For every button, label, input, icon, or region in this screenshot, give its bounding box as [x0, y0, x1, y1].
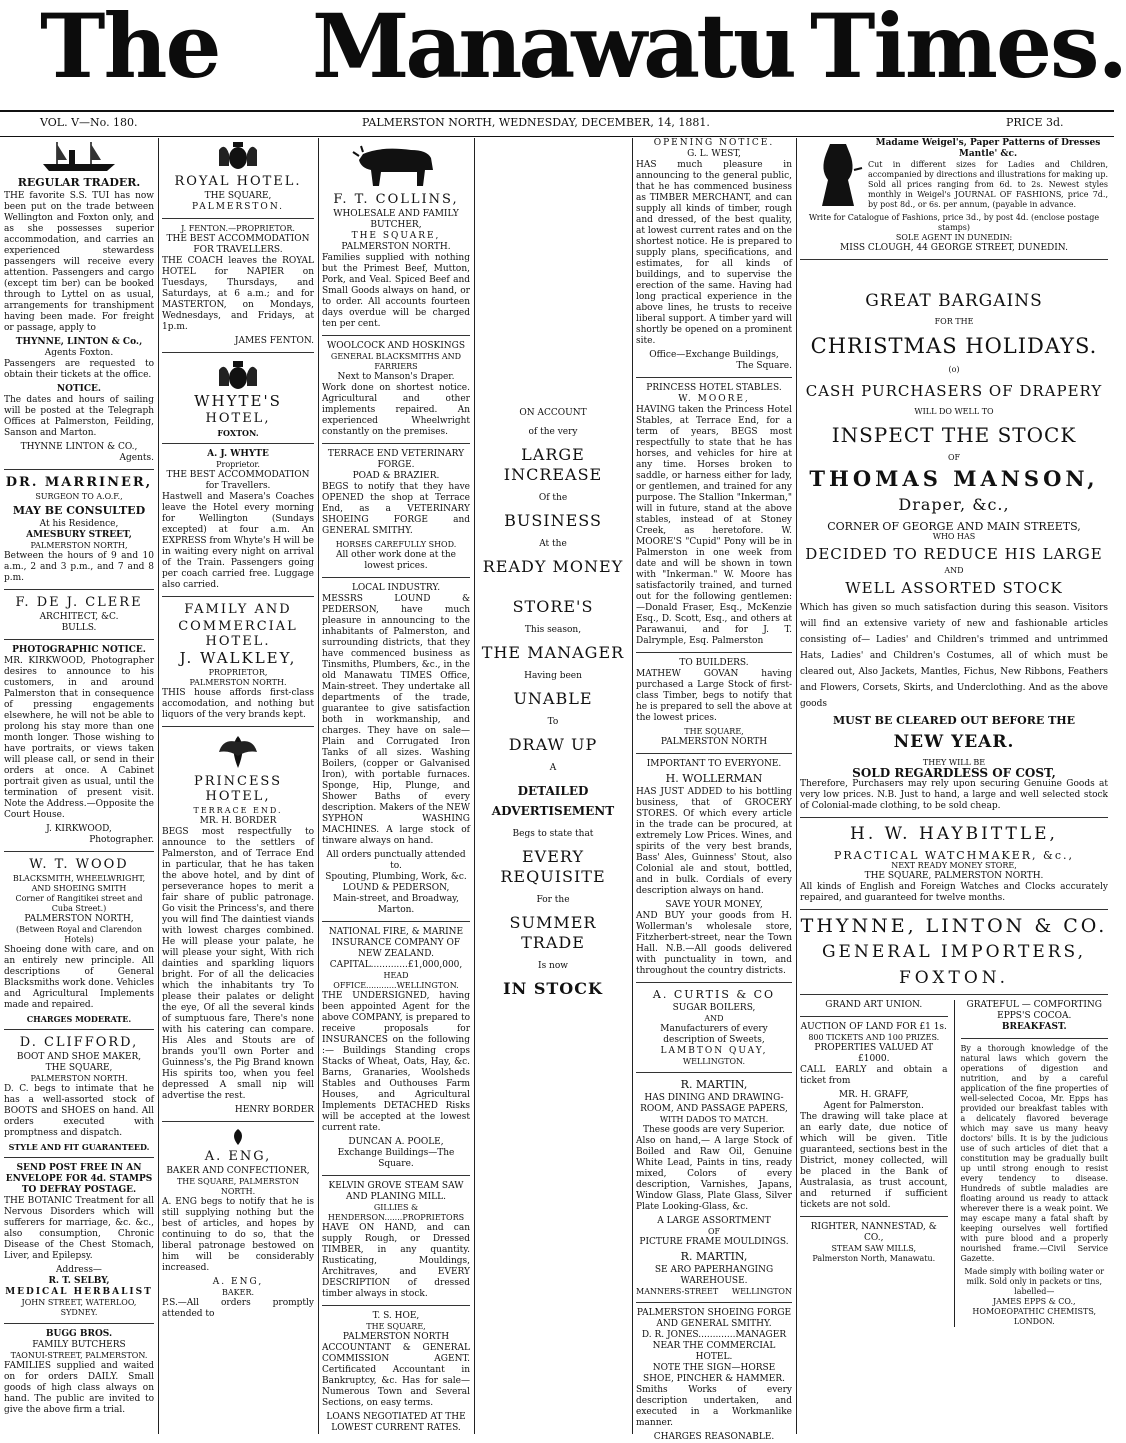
- manson-who: WHO HAS: [932, 532, 976, 541]
- ready-money-l16: DETAILED ADVERTISEMENT: [491, 784, 615, 818]
- royal-crest-icon: [213, 140, 263, 172]
- family-hotel-body: THIS house affords first-class accomodation, and nothing but liquors of the very brands kept.: [162, 688, 314, 720]
- martin-street: MANNERS-STREET: [636, 1287, 719, 1296]
- ready-money-l18: EVERY REQUISITE: [500, 847, 606, 886]
- local-industry-orders: All orders punctually attended to.: [326, 850, 466, 871]
- epps-role: HOMOEOPATHIC CHEMISTS, LONDON.: [972, 1307, 1097, 1326]
- royal-hotel-body: THE COACH leaves the ROYAL HOTEL for NAPIER on Tuesdays, Thursdays, and Saturdays, at 6 a.m.; and for MASTERTON, on Mondays, Wednesdays, and Fridays, at 1p.m.: [162, 256, 314, 332]
- collins-name: F. T. COLLINS,: [333, 192, 459, 207]
- art-union-auction: AUCTION OF LAND FOR £1 1s.: [800, 1022, 947, 1032]
- to-builders-title: TO BUILDERS.: [679, 658, 749, 668]
- local-industry-title: LOCAL INDUSTRY.: [351, 583, 441, 593]
- graff-name: MR. H. GRAFF,: [838, 1090, 909, 1100]
- marriner-town: PALMERSTON NORTH,: [30, 541, 128, 550]
- shoeing-forge-note: NOTE THE SIGN—HORSE SHOE, PINCHER & HAMMER.: [643, 1363, 785, 1384]
- art-union-advert: [800, 1000, 948, 1327]
- bugg-addr: TAONUI-STREET, PALMERSTON.: [10, 1351, 148, 1360]
- ready-money-l6: At the: [539, 539, 567, 549]
- manson-for: FOR THE: [934, 317, 974, 326]
- photo-notice-role: Photographer.: [89, 835, 154, 845]
- column-2: [162, 138, 314, 1434]
- post-free-head: SEND POST FREE IN AN ENVELOPE FOR 4d. STAMPS TO DEFRAY POSTAGE.: [5, 1163, 153, 1195]
- national-office: HEAD OFFICE............WELLINGTON.: [333, 971, 459, 990]
- royal-hotel-title: ROYAL HOTEL.: [174, 174, 302, 189]
- wood-hotels: (Between Royal and Clarendon Hotels): [15, 925, 143, 944]
- thynne-town: FOXTON.: [898, 968, 1009, 988]
- epps-breakfast: BREAKFAST.: [1001, 1022, 1067, 1032]
- martin-of: OF: [707, 1227, 721, 1236]
- border-sign: HENRY BORDER: [234, 1105, 314, 1115]
- west-office: Office—Exchange Buildings,: [649, 350, 779, 360]
- national-body: THE UNDERSIGNED, having been appointed Agent for the above COMPANY, is prepared to receive proposals for INSURANCES on the following :— Buildings Standing crops Stacks of Wheat, Oats, Hay, &c. Barns, Granaries, Woolsheds Stables and Outhouses Farm Houses, and Agricultural Implements DETACHED Risks will be accepted at the lowest current rate.: [322, 991, 470, 1133]
- ready-money-l14: DRAW UP: [508, 735, 598, 754]
- notice-title: NOTICE.: [56, 384, 102, 394]
- woolcock-addr: Next to Manson's Draper.: [337, 372, 455, 382]
- dress-form-icon: [814, 140, 862, 210]
- dateline: [0, 110, 1114, 137]
- weigel-body: Cut in different sizes for Ladies and Children, accompanied by directions and illustrations for making up. Sold all prices ranging from 6d. to 2s. Newest styles monthly in Weigel's JOURNAL OF FASHIONS, price 7d., by post 8d., or 6s. per annum, (payable in advance.: [868, 160, 1108, 209]
- poole-sign: DUNCAN A. POOLE,: [348, 1137, 444, 1147]
- national-insurance-name: NATIONAL FIRE, & MARINE INSURANCE COMPANY OF NEW ZEALAND.: [328, 927, 464, 959]
- ready-money-l7: READY MONEY: [482, 557, 624, 576]
- collins-place: THE SQUARE,: [351, 231, 441, 241]
- ready-money-l19: For the: [536, 895, 570, 905]
- ready-money-l15: A: [549, 763, 557, 773]
- wood-body: Shoeing done with care, and on an entirely new principle. All descriptions of General Blacksmiths work done. Vehicles and Agricultural Implements made and repaired.: [4, 945, 154, 1010]
- lound-addr: Main-street, and Broadway, Marton.: [333, 894, 459, 915]
- shoeing-forge-charges: CHARGES REASONABLE.: [653, 1432, 775, 1442]
- woolcock-role: GENERAL BLACKSMITHS AND FARRIERS: [330, 352, 462, 371]
- terrace-forge-horses: HORSES CAREFULLY SHOD.: [335, 540, 457, 549]
- epps-made: Made simply with boiling water or milk. Sold only in packets or tins, labelled—: [964, 1267, 1105, 1296]
- notice-sign: THYNNE LINTON & CO.,: [20, 442, 138, 452]
- price: PRICE 3d.: [1006, 116, 1064, 129]
- kelvin-grove-name: KELVIN GROVE STEAM SAW AND PLANING MILL.: [328, 1181, 464, 1202]
- eng-ps: P.S.—All orders promptly attended to: [162, 1298, 314, 1319]
- photo-notice-sign: J. KIRKWOOD,: [46, 824, 112, 834]
- manson-well: WELL ASSORTED STOCK: [845, 579, 1063, 597]
- wood-charges: CHARGES MODERATE.: [26, 1014, 132, 1024]
- graff-agent: Agent for Palmerston.: [823, 1101, 924, 1111]
- princess-crest-icon: [213, 732, 263, 772]
- ready-money-l5: BUSINESS: [504, 511, 602, 530]
- manson-name: THOMAS MANSON,: [809, 466, 1099, 491]
- marriner-head: MAY BE CONSULTED: [12, 504, 146, 517]
- column-rule: [158, 138, 159, 1434]
- curtis-town: WELLINGTON.: [682, 1057, 746, 1066]
- botanic-address: Address—: [56, 1265, 102, 1275]
- walkley-proprietor: PROPRIETOR,: [208, 668, 268, 677]
- west-name: G. L. WEST,: [687, 149, 741, 159]
- wollerman-body2: AND BUY your goods from H. Wollerman's wholesale store, Fitzherbert-street, near the Town Hall. N.B.—All goods delivered with punctuality in town, and throughout the country districts.: [636, 911, 792, 976]
- wollerman-name: H. WOLLERMAN: [665, 772, 763, 785]
- steamship-icon: [39, 140, 119, 174]
- curtis-body: Manufacturers of every description of Sweets,: [660, 1024, 768, 1045]
- martin-town: WELLINGTON: [731, 1287, 792, 1296]
- eng-name: A. ENG,: [204, 1149, 272, 1164]
- wood-town: PALMERSTON NORTH,: [24, 914, 134, 924]
- righter-role: STEAM SAW MILLS,: [831, 1244, 917, 1253]
- bugg-name: BUGG BROS.: [45, 1329, 113, 1339]
- poad-brazier: POAD & BRAZIER.: [352, 471, 440, 481]
- regular-trader-agents: Agents Foxton.: [44, 348, 114, 358]
- walkley-name: J. WALKLEY,: [179, 649, 297, 667]
- ready-money-l10: THE MANAGER: [481, 643, 625, 662]
- clifford-role: BOOT AND SHOE MAKER,: [16, 1052, 142, 1062]
- family-hotel-title2: COMMERCIAL HOTEL.: [178, 619, 298, 649]
- selby-addr: JOHN STREET, WATERLOO, SYDNEY.: [21, 1298, 137, 1317]
- haybittle-role: PRACTICAL WATCHMAKER, &c.,: [833, 849, 1074, 862]
- woolcock-body: Work done on shortest notice. Agricultural and other implements repaired. An experienced Wheelwright constantly on the premises.: [322, 383, 470, 437]
- haybittle-next: NEXT READY MONEY STORE,: [891, 861, 1017, 870]
- princess-stables-title: PRINCESS HOTEL STABLES.: [646, 383, 782, 393]
- column-3: [322, 138, 470, 1434]
- photo-notice-title: PHOTOGRAPHIC NOTICE.: [12, 645, 146, 655]
- manson-must: MUST BE CLEARED OUT BEFORE THE: [832, 714, 1076, 727]
- martin-warehouse: SE ARO PAPERHANGING WAREHOUSE.: [654, 1265, 774, 1286]
- masthead-manawatu: Manawatu: [312, 0, 793, 98]
- ready-money-l11: Having been: [524, 671, 582, 681]
- ready-money-l20: SUMMER TRADE: [509, 913, 597, 952]
- manson-great: GREAT BARGAINS: [865, 291, 1043, 311]
- eng-baker: BAKER.: [221, 1288, 255, 1297]
- weigel-agent: SOLE AGENT IN DUNEDIN:: [895, 233, 1013, 242]
- notice-body: The dates and hours of sailing will be posted at the Telegraph Offices at Palmerston, Feilding, Sanson and Marton.: [4, 395, 154, 438]
- moore-body: HAVING taken the Princess Hotel Stables, at Terrace End, for a term of years, BEGS most respectfully to state that he has horses, and vehicles for hire at any time. Horses broken to saddle, or harness either for lady, or gentlemen, and trained for any purpose. The Stallion "Inkerman," will in future, stand at the above stables, instead of at Stoney Creek, as heretofore. W. MOORE'S "Cupid" Pony will be in Palmerston in one week from date and will be shown in town with "Inkerman." W. Moore has satisfactorily trained, and turned out for the following gentlemen:—Donald Fraser, Esq., McKenzie Esq., D. Scott, Esq., and others at Parawanui, and for J. T. Dalrymple, Esq. Palmerston: [636, 405, 792, 646]
- walkley-town: PALMERSTON NORTH.: [189, 678, 287, 687]
- govan-place: THE SQUARE,: [684, 727, 744, 736]
- whyte-hotel-town: FOXTON.: [217, 428, 259, 438]
- marriner-name: DR. MARRINER,: [5, 475, 153, 490]
- art-union-value: PROPERTIES VALUED AT £1000.: [814, 1043, 934, 1064]
- terrace-forge-other: All other work done at the lowest prices.: [336, 550, 456, 571]
- poole-addr: Exchange Buildings—The Square.: [337, 1148, 455, 1169]
- marriner-street: AMESBURY STREET,: [26, 530, 132, 540]
- manson-xmas: CHRISTMAS HOLIDAYS.: [810, 334, 1098, 358]
- bottom-adverts: [800, 1000, 1108, 1327]
- masthead-times: Times.: [810, 0, 1126, 98]
- photo-notice-body: MR. KIRKWOOD, Photographer desires to announce to his customers, in and around Palmerston that in consequence of pressing engagements elsewhere, he will not be able to prolong his stay more than one month longer. Those wishing to have portraits, or views taken will please call, or send in their orders at once. A Cabinet portrait given as usual, until the termination of present visit. Note the Address.—Opposite the Court House.: [4, 656, 154, 820]
- marriner-hours: Between the hours of 9 and 10 a.m., 2 and 3 p.m., and 7 and 8 p.m.: [4, 551, 154, 583]
- wood-name: W. T. WOOD: [29, 857, 129, 872]
- place-and-date: PALMERSTON NORTH, WEDNESDAY, DECEMBER, 14, 1881.: [362, 116, 710, 129]
- whyte-hotel-hotel: HOTEL,: [205, 411, 271, 426]
- haybittle-addr: THE SQUARE, PALMERSTON NORTH.: [864, 871, 1044, 881]
- column-1: [4, 138, 154, 1434]
- clifford-name: D. CLIFFORD,: [19, 1035, 139, 1050]
- regular-trader-title: REGULAR TRADER.: [17, 176, 141, 189]
- manson-decided: DECIDED TO REDUCE HIS LARGE: [805, 545, 1103, 563]
- manson-of: OF: [947, 453, 961, 462]
- volume-number: VOL. V—No. 180.: [40, 116, 138, 129]
- martin-body: HAS DINING AND DRAWING-ROOM, AND PASSAGE PAPERS,: [640, 1093, 788, 1114]
- whyte-prop: A. J. WHYTE: [207, 449, 269, 459]
- ready-money-l9: This season,: [524, 625, 582, 635]
- clere-town: BULLS.: [61, 623, 97, 633]
- haybittle-body: All kinds of English and Foreign Watches and Clocks accurately repaired, and guaranteed for twelve months.: [800, 882, 1108, 903]
- weigel-advert: [800, 138, 1108, 243]
- eng-sign: A. ENG,: [212, 1277, 264, 1287]
- art-union-body: CALL EARLY and obtain a ticket from: [800, 1065, 948, 1086]
- martin-frames: PICTURE FRAME MOULDINGS.: [639, 1237, 789, 1247]
- marriner-role: SURGEON TO A.O.F.,: [35, 492, 123, 501]
- column-5: [636, 138, 792, 1442]
- local-industry-spouting: Spouting, Plumbing, Work, &c.: [325, 872, 467, 882]
- royal-hotel-head: THE BEST ACCOMMODATION FOR TRAVELLERS.: [166, 234, 310, 255]
- whyte-proprietor: Proprietor.: [216, 460, 260, 469]
- woolcock-name: WOOLCOCK AND HOSKINGS: [326, 341, 466, 351]
- hoe-body: ACCOUNTANT & GENERAL COMMISSION AGENT. Certificated Accountant in Bankruptcy, &c. Has for sale—Numerous Town and Several Sections, on easy terms.: [322, 1343, 470, 1408]
- royal-hotel-sign: JAMES FENTON.: [234, 336, 314, 346]
- ready-money-l21: Is now: [538, 961, 568, 971]
- royal-hotel-town: PALMERSTON.: [192, 202, 284, 212]
- weigel-title: Madame Weigel's, Paper Patterns of Dresses Mantle' &c.: [875, 138, 1101, 159]
- clere-role: ARCHITECT, &C.: [39, 612, 119, 622]
- clifford-body: D. C. begs to intimate that he has a well-assorted stock of BOOTS and SHOES on hand. All orders executed with promptness and dispatch.: [4, 1084, 154, 1138]
- princess-hotel-title: PRINCESS HOTEL,: [193, 774, 283, 804]
- selby-role: MEDICAL HERBALIST: [5, 1287, 153, 1297]
- eng-role: BAKER AND CONFECTIONER,: [166, 1166, 310, 1176]
- hoe-loans: LOANS NEGOTIATED AT THE LOWEST CURRENT RATES.: [326, 1412, 466, 1433]
- kelvin-grove-body: HAVE ON HAND, and can supply Rough, or Dressed TIMBER, in any quantity. Rusticating, Mouldings, Architraves, and EVERY DESCRIPTION of dressed timber always in stock.: [322, 1223, 470, 1299]
- manson-corner: CORNER OF GEORGE AND MAIN STREETS,: [827, 520, 1081, 533]
- manson-draper: Draper, &c.,: [898, 495, 1010, 514]
- eng-body: A. ENG begs to notify that he is still supplying nothing but the best of articles, and hopes by continuing to do so, that the liberal patronage bestowed on him will be considerably increased.: [162, 1197, 314, 1273]
- ready-money-l3: LARGE INCREASE: [503, 445, 603, 484]
- whyte-head: THE BEST ACCOMMODATION for Travellers.: [166, 470, 310, 491]
- notice-agents: Agents.: [119, 453, 154, 463]
- important-title: IMPORTANT TO EVERYONE.: [646, 759, 782, 769]
- hoe-place: THE SQUARE,: [366, 1322, 426, 1331]
- hoe-town: PALMERSTON NORTH: [342, 1332, 450, 1342]
- curtis-and: AND: [704, 1014, 724, 1023]
- princess-hotel-body: BEGS most respectfully to announce to the settlers of Palmerston, and of Terrace End in particular, that he has taken the above hotel, and by dint of perseverance hopes to merit a fair share of public patronage. Go visit the Princess's, and there you will find The daintiest viands with lowest charges combined. He will please your palate, he will please your sight, With rich dainties and sparkling liquors bright. For of all the delicacies which the inhabitants try To please their palates or delight the eye, Of all the several kinds of sumptuous fare, There's none with his catering can compare. His Ales and Stouts are of brands you'll own Porter and Guinness's, the Pig Brand known His spirits too, when you feel depressed A small nip will advertise the rest.: [162, 827, 314, 1101]
- column-4: [478, 138, 628, 1434]
- eng-addr: THE SQUARE, PALMERSTON NORTH.: [176, 1177, 300, 1196]
- thynne-name: THYNNE, LINTON & CO.: [800, 915, 1108, 937]
- epps-title: GRATEFUL — COMFORTING EPPS'S COCOA.: [966, 1000, 1102, 1021]
- ready-money-l8: STORE'S: [512, 597, 594, 616]
- column-rule: [632, 138, 633, 1434]
- clere-name: F. DE J. CLERE: [15, 595, 143, 610]
- art-union-body2: The drawing will take place at an early date, due notice of which will be given. Title guaranteed, sections best in the District, money collected, will be placed in the Bank of Australasia, as trust account, and returned if sufficient tickets are not sold.: [800, 1112, 948, 1210]
- manson-sold: SOLD REGARDLESS OF COST,: [852, 766, 1056, 780]
- wood-addr: Corner of Rangitikei street and Cuba Street.): [15, 894, 143, 913]
- clifford-style: STYLE AND FIT GUARANTEED.: [8, 1142, 150, 1152]
- manson-they: THEY WILL BE: [922, 758, 986, 767]
- wollerman-save: SAVE YOUR MONEY,: [665, 900, 763, 910]
- west-body: HAS much pleasure in announcing to the general public, that he has commenced business as TIMBER MERCHANT, and can supply all kinds of timber, rough and dressed, of the best quality, at lowest current rates and on the shortest notice. He is prepared to supply plans, specifications, and estimates, for all kinds of buildings, and to supervise the erection of the same. Having had long practical experience in the above lines, he trusts to receive liberal support. A timber yard will shortly be opened on a prominent site.: [636, 160, 792, 346]
- royal-hotel-place: THE SQUARE,: [204, 191, 272, 201]
- govan-town: PALMERSTON NORTH: [660, 737, 768, 747]
- ready-money-l1: ON ACCOUNT: [519, 408, 587, 418]
- manson-will: WILL DO WELL TO: [914, 407, 994, 416]
- west-square: The Square.: [736, 361, 792, 371]
- art-union-tickets: 800 TICKETS AND 100 PRIZES.: [808, 1033, 940, 1042]
- wollerman-body: HAS JUST ADDED to his bottling business, that of GROCERY STORES. Of which every article in the trade can be procured, at extremely Low Prices. Wines, and spirits of the very best brands, Bass' Ales, Guinness' Stout, also Colonial ale and stout, bottled, and in bulk. Cordials of every description always on hand.: [636, 787, 792, 896]
- whyte-body: Hastwell and Masera's Coaches leave the Hotel every morning for Wellington (Sundays excepted) at four a.m. An EXPRESS from Whyte's H will be in waiting every night on arrival of the Train. Passengers going per coach carried free. Luggage also carried.: [162, 492, 314, 590]
- martin-body2: Also on hand,— A large Stock of Boiled and Raw Oil, Genuine White Lead, Paints in tins, ready mixed, Colors of every description, Varnishes, Japans, Window Glass, Plate Glass, Silver Plate Looking-Glass, &c.: [636, 1136, 792, 1212]
- column-rule: [796, 138, 797, 1434]
- manson-and: AND: [944, 566, 964, 575]
- masthead: [0, 0, 1126, 108]
- botanic-body: THE BOTANIC Treatment for all Nervous Disorders which will sufferers for marriage, &c. &c., also consumption, Chronic Disease of the Chest Stomach, Liver, and Epilepsy.: [4, 1196, 154, 1261]
- epps-body: By a thorough knowledge of the natural laws which govern the operations of digestion and nutrition, and by a careful application of the fine properties of well-selected Cocoa, Mr. Epps has provided our breakfast tables with a delicately flavored beverage which may save us many heavy doctors' bills. It is by the judicious use of such articles of diet that a constitution may be gradually built up until strong enough to resist every tendency to disease. Hundreds of subtle maladies are floating around us ready to attack wherever there is a weak point. We may escape many a fatal shaft by keeping ourselves well fortified with pure blood and a properly nourished frame.—Civil Service Gazette.: [960, 1044, 1109, 1263]
- epps-advert: [961, 1000, 1109, 1327]
- shoeing-forge-title: PALMERSTON SHOEING FORGE AND GENERAL SMITHY.: [636, 1308, 792, 1329]
- martin-large: A LARGE ASSORTMENT: [657, 1216, 771, 1226]
- clough-name: MISS CLOUGH, 44 GEORGE STREET, DUNEDIN.: [840, 243, 1068, 253]
- thynne-role: GENERAL IMPORTERS,: [821, 942, 1087, 962]
- opening-notice-title: OPENING NOTICE.: [653, 138, 775, 148]
- eng-crest-icon: [218, 1127, 258, 1147]
- shoeing-forge-near: NEAR THE COMMERCIAL HOTEL.: [652, 1341, 776, 1362]
- clifford-place: THE SQUARE,: [45, 1063, 113, 1073]
- wood-role: BLACKSMITH, WHEELWRIGHT, AND SHOEING SMITH: [12, 874, 146, 893]
- collins-role: WHOLESALE AND FAMILY BUTCHER,: [333, 209, 459, 230]
- national-capital: CAPITAL.............£1,000,000,: [329, 960, 463, 970]
- terrace-forge-name: TERRACE END VETERINARY FORGE.: [327, 449, 465, 470]
- martin-sign: R. MARTIN,: [680, 1250, 748, 1263]
- whyte-hotel-title: WHYTE'S: [194, 392, 282, 410]
- bugg-body: FAMILIES supplied and waited on for orders DAILY. Small goods of high class always on hand. The public are invited to give the above firm a trial.: [4, 1361, 154, 1415]
- ready-money-l22: IN STOCK: [503, 979, 603, 998]
- moore-name: W. MOORE,: [678, 394, 750, 404]
- selby-name: R. T. SELBY,: [48, 1276, 110, 1286]
- family-hotel-title: FAMILY AND: [184, 602, 292, 617]
- border-name: MR. H. BORDER: [199, 816, 277, 826]
- ready-money-l13: To: [547, 717, 559, 727]
- curtis-addr: LAMBTON QUAY,: [660, 1046, 768, 1056]
- ready-money-l17: Begs to state that: [512, 829, 594, 839]
- lound-sign: LOUND & PEDERSON,: [342, 883, 450, 893]
- martin-dados: WITH DADOS TO MATCH.: [659, 1115, 769, 1124]
- manson-body: Which has given so much satisfaction during this season. Visitors will find an extensive variety of new and fashionable articles consisting of— Ladies' and Children's trimmed and untrimmed Hats, Ladies' and Children's Costumes, all of which must be cleared out, Also Jackets, Mantles, Fichus, New Ribbons, Feathers and Flowers, Corsets, Skirts, and Underclothing. And as the above goods: [800, 603, 1108, 709]
- whyte-crest-icon: [213, 358, 263, 392]
- masthead-the: The: [40, 0, 220, 98]
- ready-money-l2: of the very: [528, 427, 578, 437]
- regular-trader-agent: THYNNE, LINTON & Co.,: [15, 337, 143, 347]
- bull-icon: [351, 140, 441, 190]
- haybittle-name: H. W. HAYBITTLE,: [850, 824, 1058, 844]
- regular-trader-body: THE favorite S.S. TUI has now been put on the trade between Wellington and Foxton only, and as she possesses superior accommodation, and carries an experienced stewardess passengers will receive every attention. Passengers and cargo (except tim ber) can be booked through to Lyttel on as usual, arrangements for transhipment having been made. For freight or passage, apply to: [4, 191, 154, 333]
- kelvin-grove-prop: GILLIES & HENDERSON.......PROPRIETORS: [327, 1203, 465, 1222]
- shoeing-forge-body: Smiths Works of every description undertaken, and executed in a Workmanlike manner.: [636, 1385, 792, 1428]
- martin-name: R. MARTIN,: [680, 1078, 748, 1091]
- collins-town: PALMERSTON NORTH.: [341, 242, 451, 252]
- terrace-forge-body: BEGS to notify that they have OPENED the shop at Terrace End, as a VETERINARY SHOEING FORGE and GENERAL SMITHY.: [322, 482, 470, 536]
- regular-trader-note: Passengers are requested to obtain their tickets at the office.: [4, 359, 154, 380]
- art-union-title: GRAND ART UNION.: [825, 1000, 923, 1010]
- manson-new-year: NEW YEAR.: [893, 732, 1015, 752]
- princess-hotel-place: TERRACE END.: [193, 806, 283, 815]
- ready-money-l12: UNABLE: [513, 689, 593, 708]
- bugg-role: FAMILY BUTCHERS: [32, 1340, 126, 1350]
- martin-address: [636, 1287, 792, 1297]
- righter-town: Palmerston North, Manawatu.: [812, 1254, 936, 1263]
- jones-name: D. R. JONES.............MANAGER: [641, 1330, 787, 1340]
- manson-ornament: (o): [948, 365, 960, 374]
- curtis-name: A. CURTIS & CO: [652, 988, 776, 1001]
- royal-hotel-prop: J. FENTON.—PROPRIETOR.: [181, 224, 295, 233]
- column-rule: [474, 138, 475, 1434]
- column-6: [800, 138, 1108, 1434]
- righter-name: RIGHTER, NANNESTAD, & CO.,: [810, 1222, 937, 1243]
- clifford-town: PALMERSTON NORTH.: [30, 1074, 128, 1083]
- martin-note: These goods are very Superior.: [642, 1125, 786, 1135]
- collins-body: Families supplied with nothing but the Primest Beef, Mutton, Pork, and Veal. Spiced Beef and Small Goods always on hand, or to order. All accounts fourteen days overdue will be charged ten per cent.: [322, 253, 470, 329]
- curtis-role: SUGAR BOILERS,: [672, 1003, 756, 1013]
- govan-body: MATHEW GOVAN having purchased a Large Stock of first-class Timber, begs to notify that he is prepared to sell the above at the lowest prices.: [636, 669, 792, 723]
- hoe-name: T. S. HOE,: [372, 1311, 420, 1321]
- manson-inspect: INSPECT THE STOCK: [831, 423, 1077, 447]
- manson-body2: Therefore, Purchasers may rely upon securing Genuine Goods at very low prices. N.B. Just to hand, a large and well selected stock of Colonial-made clothing, to be sold cheap.: [800, 779, 1108, 811]
- ready-money-l4: Of the: [538, 493, 568, 503]
- weigel-write: Write for Catalogue of Fashions, price 3d., by post 4d. (enclose postage stamps): [808, 213, 1100, 232]
- epps-sign: JAMES EPPS & CO.,: [992, 1297, 1076, 1306]
- local-industry-body: MESSRS LOUND & PEDERSON, have much pleasure in announcing to the inhabitants of Palmerston, and surrounding districts, that they have commenced business as Tinsmiths, Plumbers, &c., in the old Manawatu TIMES Office, Main-street. They undertake all departments of the trade, guarantee to give satisfaction both in workmanship, and charges. They have on sale— Plain and Corrugated Iron Tanks of all sizes. Washing Boilers, (copper or Galvanised Iron), with portable furnaces. Sponge, Hip, Plunge, and Shower Baths of every description. Makers of the NEW SYPHON WASHING MACHINES. A large stock of tinware always on hand.: [322, 594, 470, 846]
- manson-cash: CASH PURCHASERS OF DRAPERY: [805, 382, 1103, 400]
- marriner-at: At his Residence,: [39, 519, 119, 529]
- column-rule: [318, 138, 319, 1434]
